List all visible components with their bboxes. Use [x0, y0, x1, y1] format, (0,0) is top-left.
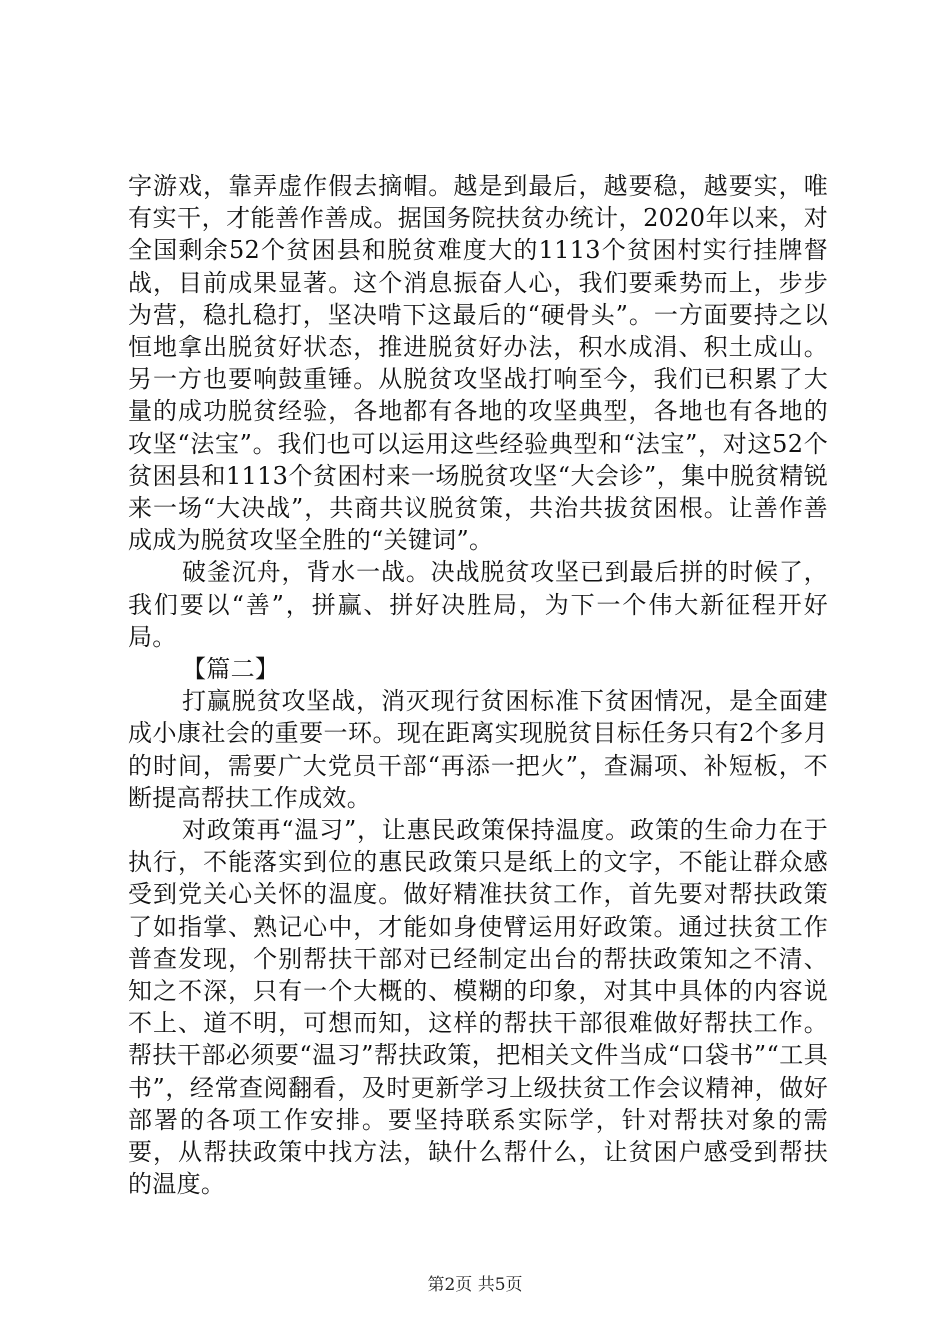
page-number-footer: 第2页 共5页	[427, 1275, 523, 1295]
paragraph-intro: 打赢脱贫攻坚战，消灭现行贫困标准下贫困情况，是全面建成小康社会的重要一环。现在距离实现脱贫目标任务只有2个多月的时间，需要广大党员干部“再添一把火”，查漏项、补短板，不断提高帮扶工作成效。	[128, 687, 828, 812]
paragraph-conclusion: 破釜沉舟，背水一战。决战脱贫攻坚已到最后拼的时候了，我们要以“善”，拼赢、拼好决胜局，为下一个伟大新征程开好局。	[128, 558, 828, 651]
section-heading: 【篇二】	[182, 655, 280, 684]
paragraph-continuation: 字游戏，靠弄虚作假去摘帽。越是到最后，越要稳，越要实，唯有实干，才能善作善成。据国务院扶贫办统计，2020年以来，对全国剩余52个贫困县和脱贫难度大的1113个贫困村实行挂牌督战，目前成果显著。这个消息振奋人心，我们要乘势而上，步步为营，稳扎稳打，坚决啃下这最后的“硬骨头”。一方面要持之以恒地拿出脱贫好状态，推进脱贫好办法，积水成涓、积土成山。另一方也要响鼓重锤。从脱贫攻坚战打响至今，我们已积累了大量的成功脱贫经验，各地都有各地的攻坚典型，各地也有各地的攻坚“法宝”。我们也可以运用这些经验典型和“法宝”，对这52个贫困县和1113个贫困村来一场脱贫攻坚“大会诊”，集中脱贫精锐来一场“大决战”，共商共议脱贫策，共治共拔贫困根。让善作善成成为脱贫攻坚全胜的“关键词”。	[128, 172, 828, 555]
document-body	[128, 170, 828, 1201]
paragraph-policy: 对政策再“温习”，让惠民政策保持温度。政策的生命力在于执行，不能落实到位的惠民政策只是纸上的文字，不能让群众感受到党关心关怀的温度。做好精准扶贫工作，首先要对帮扶政策了如指掌、熟记心中，才能如身使臂运用好政策。通过扶贫工作普查发现，个别帮扶干部对已经制定出台的帮扶政策知之不清、知之不深，只有一个大概的、模糊的印象，对其中具体的内容说不上、道不明，可想而知，这样的帮扶干部很难做好帮扶工作。帮扶干部必须要“温习”帮扶政策，把相关文件当成“口袋书”“工具书”，经常查阅翻看，及时更新学习上级扶贫工作会议精神，做好部署的各项工作安排。要坚持联系实际学，针对帮扶对象的需要，从帮扶政策中找方法，缺什么帮什么，让贫困户感受到帮扶的温度。	[128, 816, 828, 1199]
